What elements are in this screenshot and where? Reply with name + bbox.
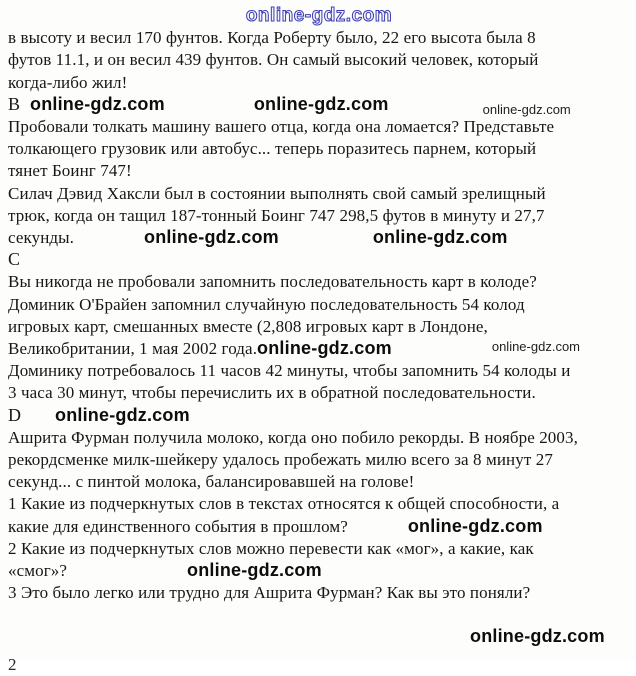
text-line	[8, 94, 630, 116]
text-line	[8, 27, 630, 49]
body-text: Вы никогда не пробовали запомнить последовательность карт в колоде?	[8, 272, 537, 292]
body-text: игровых карт, смешанных вместе (2,808 игровых карт в Лондоне,	[8, 316, 488, 336]
spacer	[74, 242, 144, 243]
watermark-bold: online-gdz.com	[30, 93, 165, 114]
spacer	[279, 242, 373, 243]
body-text: 1 Какие из подчеркнутых слов в текстах относятся к общей способности, а	[8, 494, 560, 514]
body-text: Доминику потребовалось 11 часов 42 минуты, чтобы запомнить 54 колоды и	[8, 361, 571, 381]
body-text: в высоту и весил 170 фунтов. Когда Роберту было, 22 его высота была 8	[8, 28, 536, 48]
body-text: Пробовали толкать машину вашего отца, когда она ломается? Представьте	[8, 117, 555, 137]
text-line	[8, 205, 630, 227]
spacer	[348, 531, 408, 532]
body-text: толкающего грузовик или автобус... теперь поразитесь парнем, который	[8, 139, 537, 159]
section-label: D	[8, 404, 21, 425]
text-line	[8, 582, 630, 604]
text-line	[8, 160, 630, 182]
text-line	[8, 49, 630, 71]
watermark-bold: online-gdz.com	[257, 338, 392, 359]
body-text: трюк, когда он тащил 187-тонный Боинг 747 298,5 футов в минуту и 27,7	[8, 205, 545, 225]
text-line	[8, 604, 630, 625]
text-line	[8, 227, 630, 249]
text-line	[8, 338, 630, 360]
text-line	[8, 316, 630, 338]
body-text: Силач Дэвид Хаксли был в состоянии выполнять свой самый зрелищный	[8, 183, 546, 203]
text-line	[8, 626, 630, 648]
body-text: 2 Какие из подчеркнутых слов можно перевести как «мог», а какие, как	[8, 538, 534, 558]
text-line	[8, 382, 630, 404]
text-line	[8, 538, 630, 560]
spacer	[389, 109, 483, 110]
text-line	[8, 560, 630, 582]
text-line	[8, 116, 630, 138]
text-line	[8, 72, 630, 94]
text-line	[8, 271, 630, 293]
text-line	[8, 294, 630, 316]
body-text: секунд... с пинтой молока, балансировавшей на голове!	[8, 472, 415, 492]
watermark-bold: online-gdz.com	[253, 93, 389, 114]
text-line	[8, 654, 630, 676]
watermark-small: online-gdz.com	[482, 101, 571, 117]
body-text: Доминик О'Брайен запомнил случайную последовательность 54 колод	[8, 294, 525, 314]
watermark-bold: online-gdz.com	[470, 625, 605, 646]
watermark-small: online-gdz.com	[491, 339, 580, 355]
watermark-outline: online-gdz.com	[245, 5, 393, 26]
body-text: рекордсменке милк-шейкеру удалось пробежать милю всего за 8 минут 27	[8, 450, 553, 470]
body-text: Ашрита Фурман получила молоко, когда оно побило рекорды. В ноябре 2003,	[8, 427, 578, 447]
text-line	[8, 405, 630, 427]
text-line	[8, 249, 630, 271]
body-text: 3 часа 30 минут, чтобы перечислить их в обратной последовательности.	[8, 383, 536, 403]
spacer	[8, 641, 470, 642]
body-text: Великобритании, 1 мая 2002 года.	[8, 339, 258, 359]
watermark-bold: online-gdz.com	[407, 515, 543, 536]
body-text: футов 11.1, и он весил 439 фунтов. Он самый высокий человек, который	[8, 50, 539, 70]
body-text: «смог»?	[8, 561, 68, 581]
text-line	[8, 5, 630, 27]
body-text: тянет Боинг 747!	[8, 161, 132, 181]
text-line	[8, 493, 630, 515]
body-text: 3 Это было легко или трудно для Ашрита Фурман? Как вы это поняли?	[8, 583, 531, 603]
spacer	[20, 109, 30, 110]
text-line	[8, 427, 630, 449]
text-line	[8, 471, 630, 493]
spacer	[392, 353, 492, 354]
body-text: секунды.	[8, 228, 75, 248]
body-text: когда-либо жил!	[8, 72, 128, 92]
body-text: какие для единственного события в прошлом?	[8, 516, 348, 536]
spacer	[67, 575, 187, 576]
text-line	[8, 360, 630, 382]
text-line	[8, 183, 630, 205]
watermark-bold: online-gdz.com	[372, 227, 508, 248]
text-line	[8, 138, 630, 160]
text-line	[8, 449, 630, 471]
watermark-bold: online-gdz.com	[187, 560, 322, 581]
section-label: C	[8, 249, 21, 270]
watermark-bold: online-gdz.com	[55, 404, 190, 425]
text-line	[8, 516, 630, 538]
watermark-bold: online-gdz.com	[144, 227, 279, 248]
spacer	[165, 109, 254, 110]
page-number: 2	[8, 654, 17, 674]
section-label: B	[8, 93, 21, 114]
spacer	[21, 420, 55, 421]
